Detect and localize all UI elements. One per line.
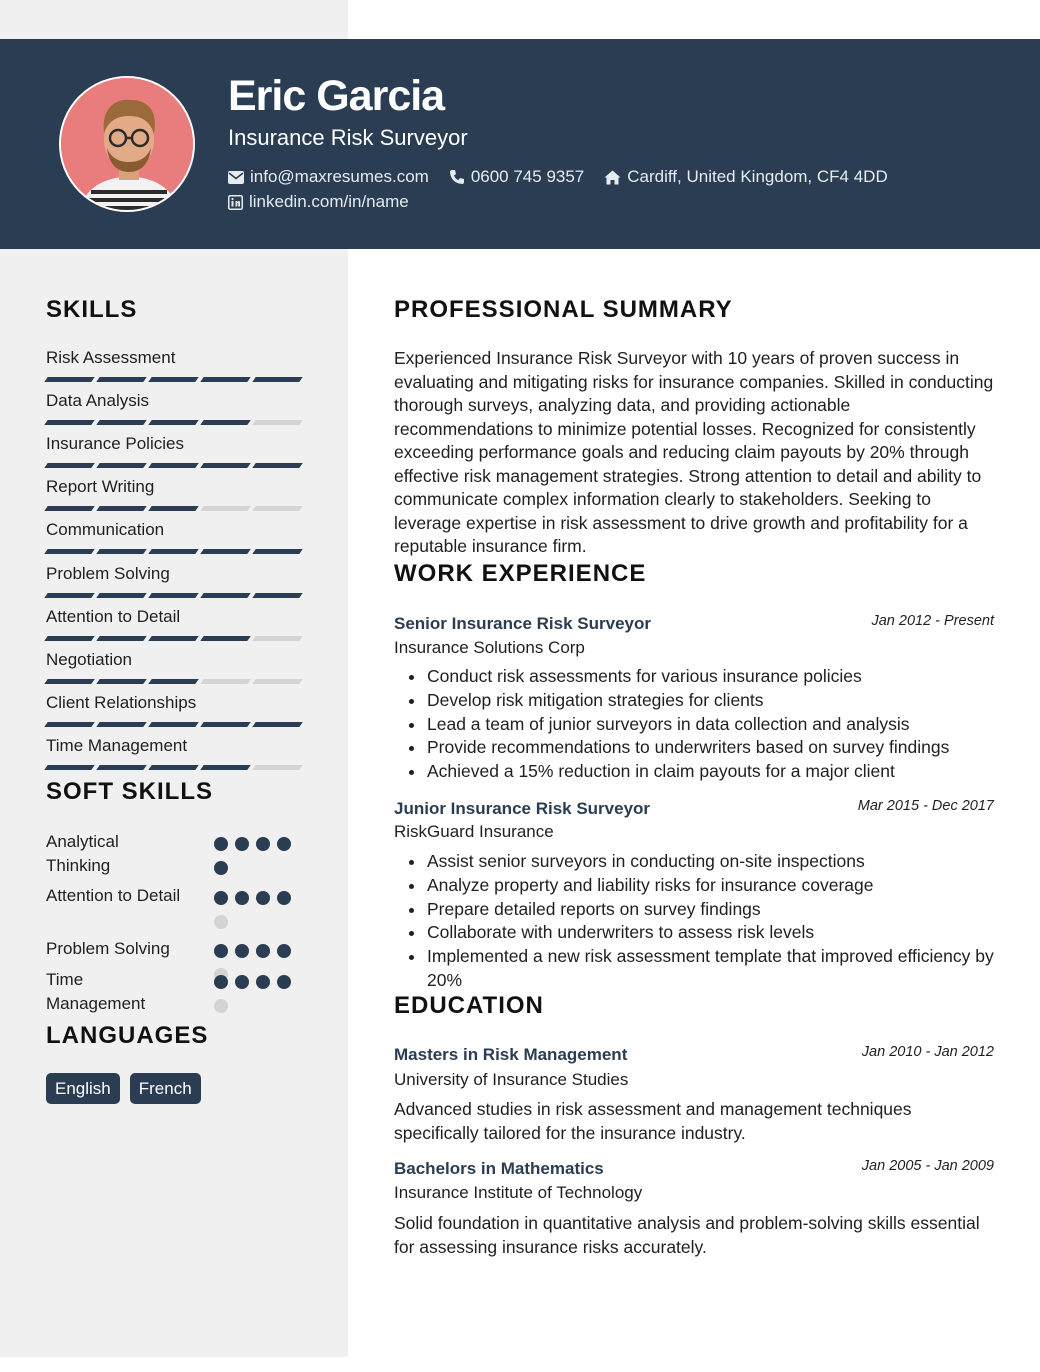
job-company: Insurance Solutions Corp	[394, 638, 585, 657]
soft-skill-rating	[214, 837, 294, 875]
skill-item	[46, 564, 302, 598]
list-item: Provide recommendations to underwriters based on survey findings	[394, 736, 1000, 760]
job-bullets	[394, 665, 1000, 784]
experience-heading: WORK EXPERIENCE	[394, 560, 647, 587]
soft-skill-label: Problem Solving	[46, 939, 170, 958]
language-badge: English	[46, 1073, 120, 1104]
contact-row	[228, 192, 429, 212]
languages-heading: LANGUAGES	[46, 1022, 209, 1049]
rating-dot	[256, 944, 270, 958]
skill-item	[46, 434, 302, 468]
skill-level-bar	[46, 463, 302, 468]
language-badge: French	[130, 1073, 201, 1104]
skill-level-segment	[44, 722, 95, 727]
skill-level-segment	[96, 636, 147, 641]
skill-level-segment	[44, 420, 95, 425]
skill-level-segment	[148, 722, 199, 727]
skill-label: Data Analysis	[46, 391, 149, 410]
skill-level-segment	[252, 506, 303, 511]
skill-level-segment	[44, 549, 95, 554]
soft-skill-rating	[214, 891, 294, 929]
skill-level-segment	[252, 549, 303, 554]
skill-level-segment	[96, 679, 147, 684]
rating-dot	[235, 944, 249, 958]
soft-skill-label: Time Management	[46, 970, 146, 1013]
degree-title: Bachelors in Mathematics	[394, 1159, 604, 1178]
skill-level-bar	[46, 377, 302, 382]
job-date: Jan 2012 - Present	[871, 613, 994, 629]
skill-level-segment	[252, 377, 303, 382]
rating-dot	[214, 861, 228, 875]
skill-level-segment	[148, 765, 199, 770]
skill-level-segment	[200, 636, 251, 641]
skill-level-segment	[96, 377, 147, 382]
rating-dot	[256, 837, 270, 851]
candidate-title: Insurance Risk Surveyor	[228, 125, 468, 150]
skill-level-segment	[44, 463, 95, 468]
skill-item	[46, 607, 302, 641]
summary-heading: PROFESSIONAL SUMMARY	[394, 296, 733, 323]
skill-level-segment	[200, 506, 251, 511]
skill-level-segment	[96, 765, 147, 770]
skill-item	[46, 348, 302, 382]
skill-level-bar	[46, 636, 302, 641]
skill-level-segment	[96, 722, 147, 727]
soft-skills-heading: SOFT SKILLS	[46, 778, 213, 805]
skill-level-bar	[46, 420, 302, 425]
job-title: Junior Insurance Risk Surveyor	[394, 799, 651, 818]
skill-level-segment	[44, 636, 95, 641]
rating-dot	[214, 915, 228, 929]
skill-label: Report Writing	[46, 477, 155, 496]
skill-level-segment	[148, 636, 199, 641]
envelope-icon	[228, 171, 244, 184]
skills-heading: SKILLS	[46, 296, 138, 323]
soft-skill-rating	[214, 975, 294, 1013]
job-title: Senior Insurance Risk Surveyor	[394, 614, 651, 633]
skill-level-segment	[200, 679, 251, 684]
skill-label: Risk Assessment	[46, 348, 176, 367]
skill-level-segment	[200, 463, 251, 468]
skill-level-segment	[44, 506, 95, 511]
rating-dot	[214, 891, 228, 905]
rating-dot	[277, 975, 291, 989]
skill-level-bar	[46, 506, 302, 511]
skill-level-segment	[200, 377, 251, 382]
skill-item	[46, 650, 302, 684]
linkedin-contact[interactable]	[228, 192, 409, 212]
education-heading: EDUCATION	[394, 992, 544, 1019]
rating-dot	[214, 975, 228, 989]
school-name: Insurance Institute of Technology	[394, 1183, 643, 1202]
rating-dot	[277, 837, 291, 851]
list-item: Develop risk mitigation strategies for clients	[394, 689, 1000, 713]
skill-level-segment	[200, 549, 251, 554]
contact-row	[228, 167, 908, 187]
job-company: RiskGuard Insurance	[394, 822, 554, 841]
skill-item	[46, 693, 302, 727]
skill-level-segment	[96, 593, 147, 598]
skill-level-bar	[46, 722, 302, 727]
skill-level-segment	[148, 420, 199, 425]
job-date: Mar 2015 - Dec 2017	[857, 798, 994, 814]
skill-level-segment	[200, 765, 251, 770]
rating-dot	[256, 891, 270, 905]
skill-item	[46, 477, 302, 511]
skill-level-segment	[148, 593, 199, 598]
list-item: Assist senior surveyors in conducting on-site inspections	[394, 850, 1000, 874]
rating-dot	[214, 944, 228, 958]
profile-photo-illustration	[61, 78, 195, 212]
education-description: Advanced studies in risk assessment and management techniques specifically tailored for the insurance industry.	[394, 1099, 912, 1143]
soft-skill-label: Analytical Thinking	[46, 832, 119, 875]
skill-level-segment	[200, 420, 251, 425]
location-contact	[604, 167, 887, 187]
skill-label: Negotiation	[46, 650, 133, 669]
location-text: Cardiff, United Kingdom, CF4 4DD	[627, 167, 888, 186]
skill-level-segment	[44, 765, 95, 770]
job-bullets	[394, 850, 1000, 993]
skill-label: Insurance Policies	[46, 434, 184, 453]
list-item: Lead a team of junior surveyors in data collection and analysis	[394, 713, 1000, 737]
skill-level-segment	[252, 420, 303, 425]
rating-dot	[235, 891, 249, 905]
skill-level-segment	[44, 593, 95, 598]
skill-level-segment	[148, 549, 199, 554]
skill-level-bar	[46, 549, 302, 554]
rating-dot	[235, 975, 249, 989]
education-description: Solid foundation in quantitative analysis and problem-solving skills essential for assessing insurance risks accurately.	[394, 1213, 980, 1257]
resume-header	[0, 39, 1040, 249]
skill-level-segment	[252, 636, 303, 641]
summary-text: Experienced Insurance Risk Surveyor with 10 years of proven success in evaluating and mitigating risks for insurance companies. Skilled in conducting thorough surveys, analyzing data, and providing actionable recommendations to minimize potential losses. Recognized for consistently exceeding performance goals and reducing claim payouts by 20% through effective risk management strategies. Strong attention to detail and ability to communicate complex information clearly to stakeholders. Seeking to leverage expertise in risk assessment to drive growth and profitability for a reputable insurance firm.	[394, 348, 994, 556]
linkedin-text: linkedin.com/in/name	[249, 192, 409, 211]
home-icon	[604, 170, 621, 185]
skill-item	[46, 736, 302, 770]
rating-dot	[214, 837, 228, 851]
skill-level-bar	[46, 765, 302, 770]
email-text: info@maxresumes.com	[250, 167, 429, 186]
candidate-name: Eric Garcia	[228, 72, 445, 120]
list-item: Implemented a new risk assessment template that improved efficiency by 20%	[394, 945, 1000, 993]
linkedin-icon	[228, 195, 243, 210]
degree-title: Masters in Risk Management	[394, 1045, 628, 1064]
list-item: Achieved a 15% reduction in claim payouts for a major client	[394, 760, 1000, 784]
phone-text: 0600 745 9357	[470, 167, 585, 186]
skill-label: Communication	[46, 520, 165, 539]
soft-skill-label: Attention to Detail	[46, 886, 181, 905]
school-name: University of Insurance Studies	[394, 1070, 629, 1089]
skill-label: Time Management	[46, 736, 188, 755]
list-item: Prepare detailed reports on survey findings	[394, 898, 1000, 922]
skill-level-segment	[96, 506, 147, 511]
skill-level-segment	[96, 549, 147, 554]
skill-level-segment	[252, 679, 303, 684]
skill-level-bar	[46, 593, 302, 598]
education-date: Jan 2005 - Jan 2009	[861, 1158, 994, 1174]
rating-dot	[256, 975, 270, 989]
list-item: Analyze property and liability risks for insurance coverage	[394, 874, 1000, 898]
skill-level-segment	[44, 377, 95, 382]
skill-level-segment	[148, 463, 199, 468]
skill-level-segment	[252, 463, 303, 468]
skill-level-bar	[46, 679, 302, 684]
skill-label: Problem Solving	[46, 564, 170, 583]
rating-dot	[214, 999, 228, 1013]
skill-level-segment	[148, 377, 199, 382]
skill-item	[46, 391, 302, 425]
list-item: Collaborate with underwriters to assess risk levels	[394, 921, 1000, 945]
education-date: Jan 2010 - Jan 2012	[861, 1044, 994, 1060]
rating-dot	[277, 891, 291, 905]
skill-level-segment	[200, 593, 251, 598]
skill-level-segment	[200, 722, 251, 727]
skill-item	[46, 520, 302, 554]
rating-dot	[277, 944, 291, 958]
phone-icon	[449, 169, 465, 185]
profile-photo	[59, 76, 195, 212]
skill-level-segment	[96, 463, 147, 468]
skill-level-segment	[44, 679, 95, 684]
languages-list	[46, 1073, 201, 1104]
skill-level-segment	[148, 506, 199, 511]
skill-level-segment	[252, 722, 303, 727]
skill-label: Client Relationships	[46, 693, 197, 712]
skill-label: Attention to Detail	[46, 607, 181, 626]
skill-level-segment	[96, 420, 147, 425]
list-item: Conduct risk assessments for various insurance policies	[394, 665, 1000, 689]
skill-level-segment	[252, 765, 303, 770]
email-contact[interactable]	[228, 167, 429, 187]
skill-level-segment	[252, 593, 303, 598]
skill-level-segment	[148, 679, 199, 684]
phone-contact[interactable]	[449, 167, 584, 187]
rating-dot	[235, 837, 249, 851]
